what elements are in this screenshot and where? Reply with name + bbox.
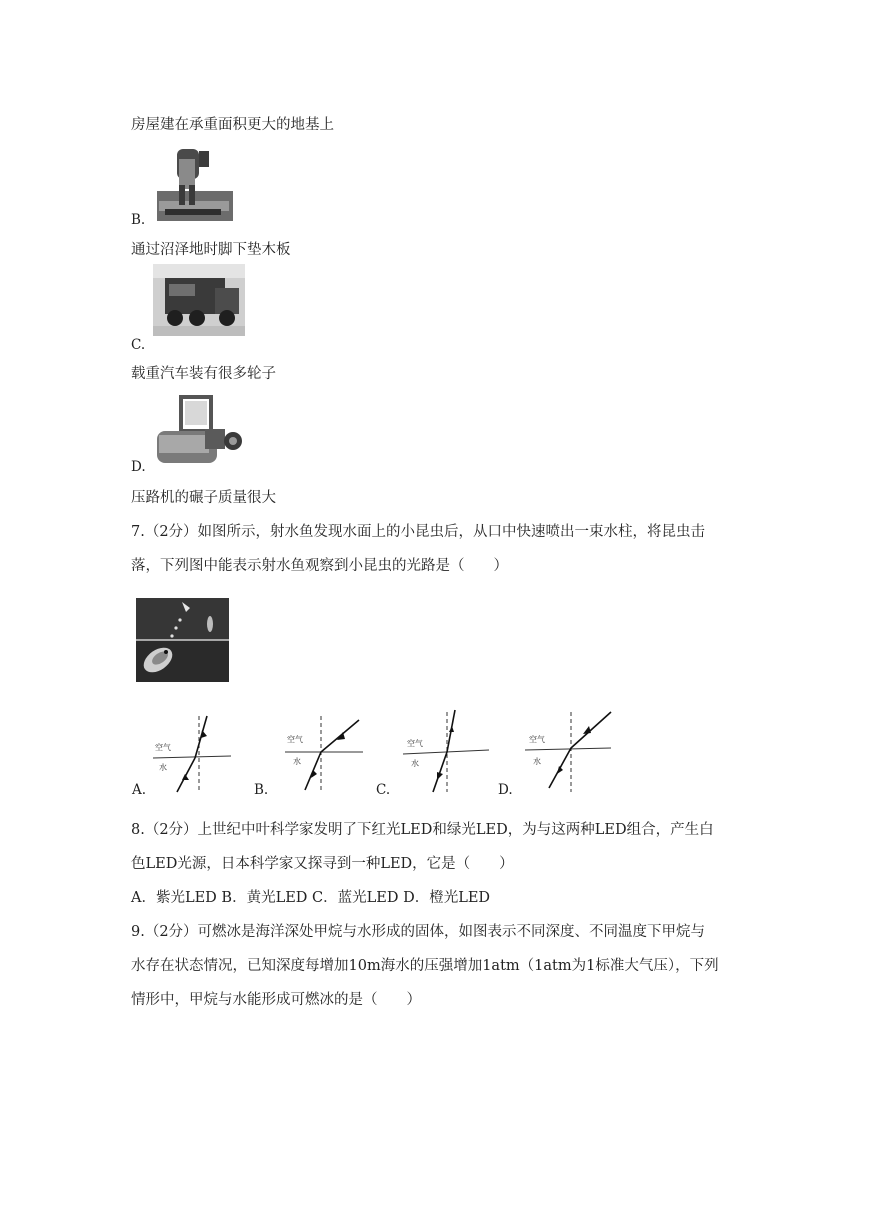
option-b-photo [155,143,235,223]
q8-options: A．紫光LED B．黄光LED C．蓝光LED D．橙光LED [131,890,491,906]
optics-diagram-b [283,712,365,794]
ray-in-water [433,752,447,792]
option-c-caption: 载重汽车装有很多轮子 [131,366,276,382]
option-a-caption: 房屋建在承重面积更大的地基上 [131,117,334,133]
q7-text-line1: 7.（2分）如图所示，射水鱼发现水面上的小昆虫后，从口中快速喷出一束水柱，将昆虫击 [131,524,706,540]
ray-in-air [195,716,207,758]
air-label: 空气 [407,739,423,748]
option-c-photo [153,264,245,336]
option-b-caption: 通过沼泽地时脚下垫木板 [131,242,291,258]
water-label: 水 [411,759,419,768]
air-label: 空气 [529,735,545,744]
option-d-label: D. [131,459,146,475]
q9-text-line1: 9.（2分）可燃冰是海洋深处甲烷与水形成的固体，如图表示不同深度、不同温度下甲烷与 [131,924,706,940]
q9-text-line2: 水存在状态情况，已知深度每增加10m海水的压强增加1atm（1atm为1标准大气压），下列 [131,958,719,974]
q7-option-a-label: A. [132,782,147,798]
ray-in-air [571,712,611,748]
q9-text-line3: 情形中，甲烷与水能形成可燃冰的是（ ） [131,992,421,1008]
option-d-caption: 压路机的碾子质量很大 [131,490,276,506]
q8-text-line2: 色LED光源，日本科学家又探寻到一种LED，它是（ ） [131,856,514,872]
air-label: 空气 [155,743,171,752]
optics-diagram-c [401,708,491,794]
q7-option-d-label: D. [498,782,513,798]
optics-diagram-d [523,708,613,794]
optics-diagram-a [151,712,233,794]
air-label: 空气 [287,735,303,744]
archer-fish-photo [136,598,229,682]
q7-option-c-label: C. [376,782,391,798]
ray-in-water [177,758,195,792]
option-d-photo [155,393,245,469]
option-c-label: C. [131,337,146,353]
q8-text-line1: 8.（2分）上世纪中叶科学家发明了下红光LED和绿光LED，为与这两种LED组合，产生白 [131,822,714,838]
q7-text-line2: 落，下列图中能表示射水鱼观察到小昆虫的光路是（ ） [131,558,508,574]
q7-option-b-label: B. [254,782,269,798]
water-label: 水 [293,757,301,766]
water-label: 水 [159,763,167,772]
water-label: 水 [533,757,541,766]
option-b-label: B. [131,212,146,228]
